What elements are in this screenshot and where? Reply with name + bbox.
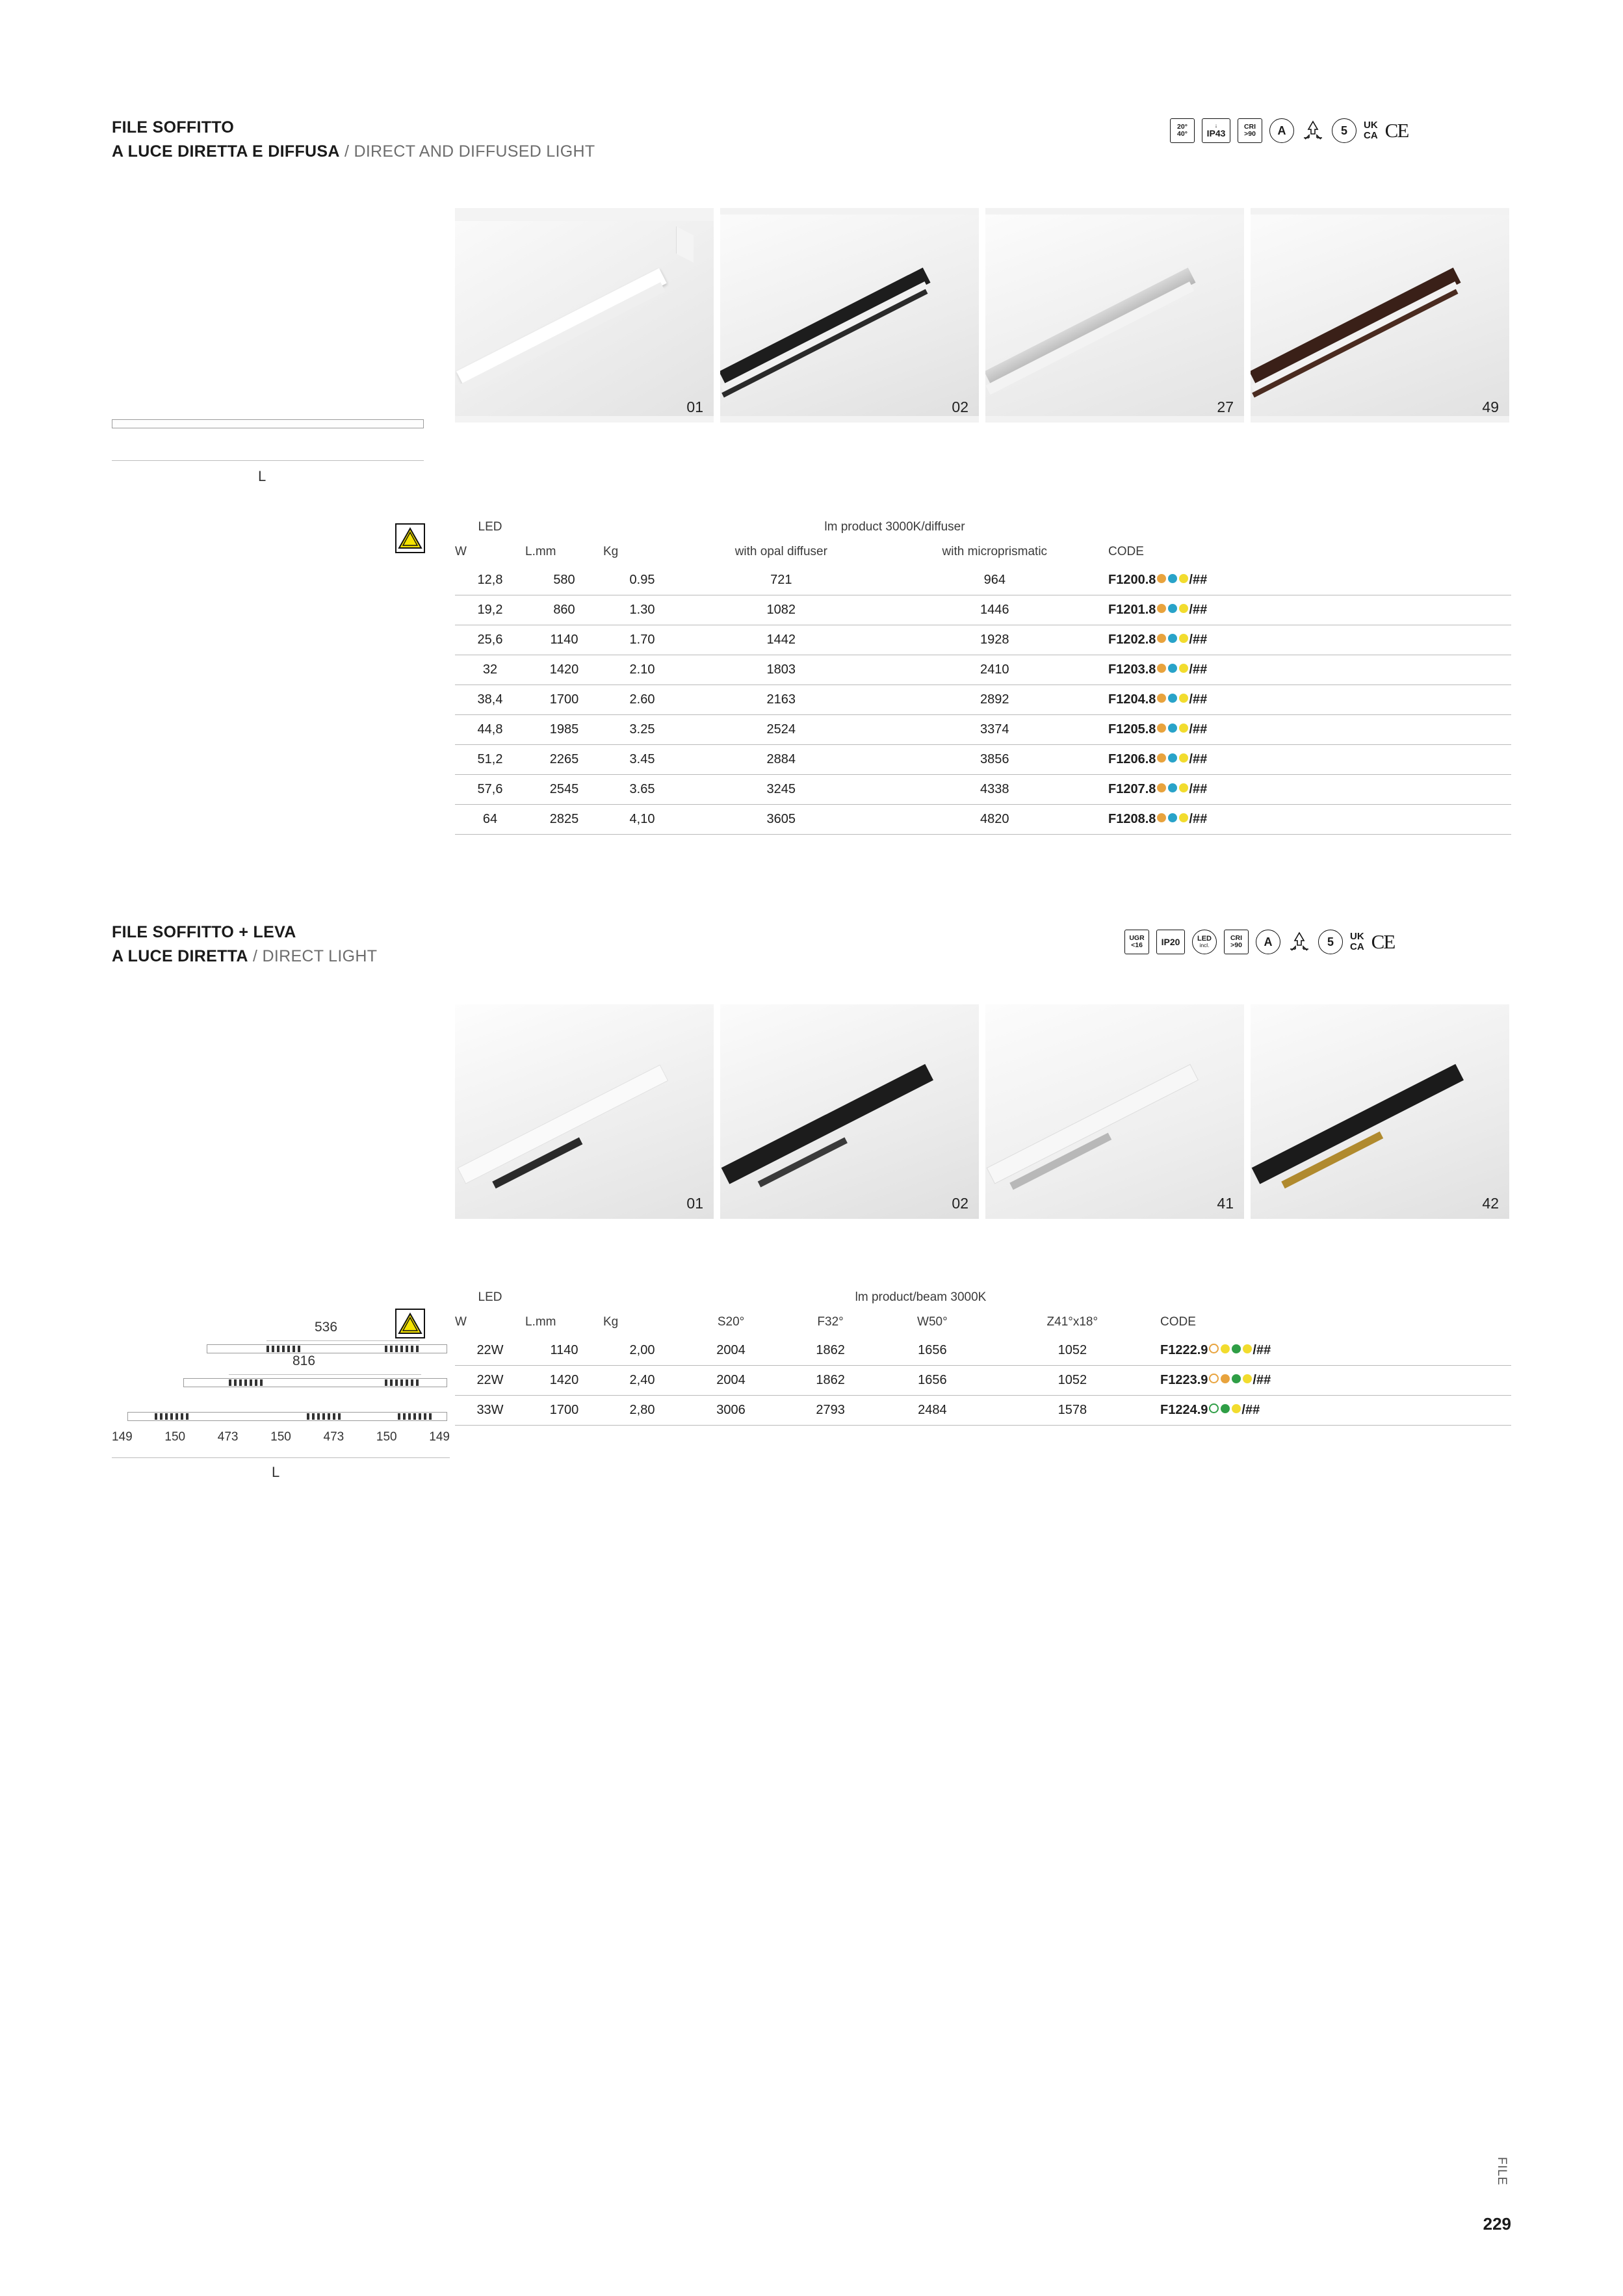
cell-opal: 1803 <box>681 655 881 685</box>
seg-7: 149 <box>429 1430 450 1444</box>
cell-lmm: 1420 <box>525 655 603 685</box>
cell-lmm: 1700 <box>525 685 603 715</box>
cell-w: 33W <box>455 1396 525 1426</box>
cell-s20: 2004 <box>681 1336 781 1366</box>
table-row[interactable] <box>455 1396 1511 1426</box>
seg-4: 150 <box>270 1430 291 1444</box>
table-subheader-row <box>455 1315 1511 1336</box>
table-row[interactable] <box>455 566 1511 595</box>
section-1-photo-strip <box>455 208 1509 423</box>
ukca-line1: UK <box>1350 931 1364 942</box>
code-text: F1205.8 <box>1108 722 1156 737</box>
section-2-title <box>112 923 377 966</box>
table-row[interactable] <box>455 745 1511 775</box>
cell-opal: 1082 <box>681 595 881 625</box>
led-header: LED <box>478 1290 502 1304</box>
cell-micro: 1446 <box>881 595 1108 625</box>
cell-code[interactable] <box>1108 685 1511 715</box>
section-1-drawing <box>112 403 424 507</box>
cell-micro: 3374 <box>881 715 1108 745</box>
dim-816: 816 <box>292 1353 316 1368</box>
photo-code-label: 27 <box>1217 398 1234 415</box>
beam-angle-bottom: 40° <box>1177 130 1188 138</box>
cri-bottom: >90 <box>1230 941 1242 949</box>
col-lmm: L.mm <box>525 1315 556 1329</box>
section-1-title <box>112 118 595 161</box>
warning-triangle-icon <box>395 1309 424 1337</box>
seg-1: 149 <box>112 1430 133 1444</box>
section-2-title-line2-bold: A LUCE DIRETTA <box>112 947 248 965</box>
cell-micro: 1928 <box>881 625 1108 655</box>
col-w: W <box>455 1315 467 1329</box>
led-cluster-3 <box>229 1379 263 1386</box>
cell-code[interactable] <box>1108 595 1511 625</box>
code-text: F1222.9 <box>1160 1343 1208 1357</box>
code-suffix: /## <box>1189 603 1208 617</box>
led-cluster-6 <box>307 1413 341 1420</box>
dimension-label-L: L <box>272 1464 280 1480</box>
table-row[interactable] <box>455 805 1511 835</box>
cell-micro: 3856 <box>881 745 1108 775</box>
cell-micro: 964 <box>881 566 1108 595</box>
code-suffix: /## <box>1189 662 1208 677</box>
led-cluster-2 <box>385 1346 419 1352</box>
cell-f32: 1862 <box>781 1366 880 1396</box>
cell-opal: 2884 <box>681 745 881 775</box>
photo-code-label: 02 <box>952 1195 968 1212</box>
code-text: F1208.8 <box>1108 812 1156 826</box>
cell-w50: 1656 <box>880 1336 985 1366</box>
dimension-line <box>112 460 424 461</box>
col-code: CODE <box>1108 545 1144 558</box>
ce-mark: CE <box>1371 930 1395 953</box>
ukca-line1: UK <box>1364 120 1378 131</box>
product-photo-41[interactable] <box>985 1004 1244 1219</box>
col-w: W <box>455 545 467 558</box>
cri-badge <box>1224 930 1249 954</box>
page-number: 229 <box>1483 2214 1511 2234</box>
cell-opal: 3245 <box>681 775 881 805</box>
code-text: F1203.8 <box>1108 662 1156 677</box>
product-photo-01[interactable] <box>455 208 714 423</box>
cell-lmm: 1140 <box>525 625 603 655</box>
table-row[interactable] <box>455 1366 1511 1396</box>
warning-triangle-icon <box>395 523 424 552</box>
cell-opal: 2524 <box>681 715 881 745</box>
code-suffix: /## <box>1189 722 1208 737</box>
cell-f32: 1862 <box>781 1336 880 1366</box>
section-1-title-line1: FILE SOFFITTO <box>112 118 235 137</box>
recycle-icon <box>1288 931 1311 953</box>
cell-micro: 4338 <box>881 775 1108 805</box>
cell-w: 64 <box>455 805 525 835</box>
product-photo-01[interactable] <box>455 1004 714 1219</box>
col-w50: W50° <box>917 1315 948 1329</box>
cell-lmm: 1700 <box>525 1396 603 1426</box>
section-1-title-line2-bold: A LUCE DIRETTA E DIFFUSA <box>112 142 340 161</box>
cell-s20: 2004 <box>681 1366 781 1396</box>
cell-w: 32 <box>455 655 525 685</box>
photo-code-label: 02 <box>952 398 968 415</box>
table-row[interactable] <box>455 595 1511 625</box>
code-text: F1201.8 <box>1108 603 1156 617</box>
table-subheader-row <box>455 545 1511 566</box>
ukca-line2: CA <box>1364 130 1378 141</box>
cell-z41: 1578 <box>985 1396 1160 1426</box>
profile-side-view <box>112 419 424 428</box>
class-a-badge: A <box>1269 118 1294 143</box>
ugr-top: UGR <box>1129 933 1145 942</box>
cell-w: 51,2 <box>455 745 525 775</box>
cell-lmm: 860 <box>525 595 603 625</box>
code-suffix: /## <box>1189 633 1208 647</box>
code-suffix: /## <box>1241 1403 1260 1417</box>
code-text: F1224.9 <box>1160 1403 1208 1417</box>
code-text: F1200.8 <box>1108 573 1156 587</box>
cell-kg: 1.70 <box>603 625 681 655</box>
ip20-label: IP20 <box>1161 936 1180 947</box>
cell-w: 25,6 <box>455 625 525 655</box>
product-photo-02[interactable] <box>720 208 979 423</box>
photo-code-label: 49 <box>1482 398 1499 415</box>
section-2-title-line2 <box>112 947 377 966</box>
cell-code[interactable] <box>1108 745 1511 775</box>
cell-kg: 2,80 <box>603 1396 681 1426</box>
segment-labels <box>112 1430 450 1444</box>
led-cluster-4 <box>385 1379 419 1386</box>
cell-w: 22W <box>455 1336 525 1366</box>
warranty-5-badge: 5 <box>1318 930 1343 954</box>
cri-bottom: >90 <box>1244 130 1256 138</box>
photo-code-label: 01 <box>686 398 703 415</box>
cell-lmm: 1985 <box>525 715 603 745</box>
cell-code[interactable] <box>1160 1336 1511 1366</box>
code-text: F1206.8 <box>1108 752 1156 766</box>
seg-2: 150 <box>164 1430 186 1444</box>
cell-lmm: 2545 <box>525 775 603 805</box>
cell-kg: 4,10 <box>603 805 681 835</box>
cell-kg: 3.25 <box>603 715 681 745</box>
col-f32: F32° <box>817 1315 844 1329</box>
section-2-photo-strip <box>455 1004 1509 1219</box>
led-cluster-7 <box>398 1413 432 1420</box>
ukca-mark <box>1350 932 1364 952</box>
table-row[interactable] <box>455 775 1511 805</box>
recycle-icon <box>1301 120 1325 142</box>
cell-code[interactable] <box>1108 566 1511 595</box>
code-suffix: /## <box>1189 692 1208 707</box>
code-suffix: /## <box>1189 782 1208 796</box>
cell-lmm: 580 <box>525 566 603 595</box>
dim-536: 536 <box>315 1320 338 1335</box>
led-cluster-1 <box>266 1346 300 1352</box>
led-header: LED <box>478 520 502 534</box>
section-1-badges <box>1170 118 1408 143</box>
cell-w: 12,8 <box>455 566 525 595</box>
cri-top: CRI <box>1230 933 1243 942</box>
col-code: CODE <box>1160 1315 1196 1329</box>
ugr-badge <box>1124 930 1149 954</box>
code-suffix: /## <box>1253 1373 1271 1387</box>
section-2-title-line1: FILE SOFFITTO + LEVA <box>112 923 296 941</box>
photo-code-label: 42 <box>1482 1195 1499 1212</box>
code-suffix: /## <box>1189 573 1208 587</box>
cell-kg: 0.95 <box>603 566 681 595</box>
table-row[interactable] <box>455 685 1511 715</box>
ip-arrow-icon: ↓ <box>1214 122 1218 129</box>
group-header-lm: lm product 3000K/diffuser <box>824 520 965 534</box>
led-badge-bottom: incl. <box>1199 942 1210 948</box>
warranty-5-badge: 5 <box>1332 118 1357 143</box>
cell-opal: 721 <box>681 566 881 595</box>
code-suffix: /## <box>1189 752 1208 766</box>
table-row[interactable] <box>455 655 1511 685</box>
cell-z41: 1052 <box>985 1366 1160 1396</box>
cell-code[interactable] <box>1108 715 1511 745</box>
cell-kg: 3.45 <box>603 745 681 775</box>
section-2-table <box>455 1290 1511 1426</box>
code-suffix: /## <box>1189 812 1208 826</box>
photo-code-label: 41 <box>1217 1195 1234 1212</box>
cell-opal: 1442 <box>681 625 881 655</box>
cell-code[interactable] <box>1108 625 1511 655</box>
product-photo-42[interactable] <box>1251 1004 1509 1219</box>
section-1-title-line2 <box>112 142 595 161</box>
cell-code[interactable] <box>1108 805 1511 835</box>
cell-w50: 1656 <box>880 1366 985 1396</box>
cell-w: 22W <box>455 1366 525 1396</box>
ugr-bottom: <16 <box>1131 941 1143 949</box>
code-suffix: /## <box>1253 1343 1271 1357</box>
table-row[interactable] <box>455 715 1511 745</box>
cell-w: 57,6 <box>455 775 525 805</box>
cell-lmm: 1420 <box>525 1366 603 1396</box>
code-text: F1207.8 <box>1108 782 1156 796</box>
col-micro: with microprismatic <box>942 545 1048 558</box>
cell-kg: 1.30 <box>603 595 681 625</box>
col-kg: Kg <box>603 1315 619 1329</box>
led-included-badge <box>1192 930 1217 954</box>
cell-kg: 3.65 <box>603 775 681 805</box>
ip43-badge <box>1202 118 1230 143</box>
dimension-label-L: L <box>258 468 266 484</box>
code-text: F1223.9 <box>1160 1373 1208 1387</box>
ip43-label: IP43 <box>1206 128 1226 138</box>
table-row[interactable] <box>455 1336 1511 1366</box>
class-a-badge: A <box>1256 930 1280 954</box>
table-group-header-row <box>455 520 1511 545</box>
cell-z41: 1052 <box>985 1336 1160 1366</box>
col-lmm: L.mm <box>525 545 556 558</box>
cell-w: 44,8 <box>455 715 525 745</box>
code-text: F1204.8 <box>1108 692 1156 707</box>
dim-line-536 <box>266 1340 420 1341</box>
cell-micro: 4820 <box>881 805 1108 835</box>
seg-3: 473 <box>217 1430 239 1444</box>
cell-s20: 3006 <box>681 1396 781 1426</box>
section-2-title-line2-light: / DIRECT LIGHT <box>253 947 378 965</box>
cell-kg: 2,00 <box>603 1336 681 1366</box>
ip20-badge <box>1156 930 1185 954</box>
cell-micro: 2410 <box>881 655 1108 685</box>
cell-kg: 2.10 <box>603 655 681 685</box>
led-cluster-5 <box>155 1413 188 1420</box>
cell-lmm: 2265 <box>525 745 603 775</box>
cell-w: 38,4 <box>455 685 525 715</box>
photo-code-label: 01 <box>686 1195 703 1212</box>
cell-lmm: 1140 <box>525 1336 603 1366</box>
section-1-title-line2-light: / DIRECT AND DIFFUSED LIGHT <box>344 142 595 161</box>
cell-opal: 3605 <box>681 805 881 835</box>
col-kg: Kg <box>603 545 619 558</box>
product-photo-02[interactable] <box>720 1004 979 1219</box>
cell-code[interactable] <box>1160 1366 1511 1396</box>
cell-code[interactable] <box>1160 1396 1511 1426</box>
cell-kg: 2,40 <box>603 1366 681 1396</box>
cell-opal: 2163 <box>681 685 881 715</box>
col-z41: Z41°x18° <box>1046 1315 1098 1329</box>
cell-f32: 2793 <box>781 1396 880 1426</box>
col-s20: S20° <box>717 1315 745 1329</box>
cri-top: CRI <box>1243 122 1256 131</box>
section-1-table <box>455 520 1511 835</box>
cell-kg: 2.60 <box>603 685 681 715</box>
cell-lmm: 2825 <box>525 805 603 835</box>
cell-w50: 2484 <box>880 1396 985 1426</box>
side-tab-label: FILE <box>1495 2156 1509 2185</box>
dimension-line-L <box>112 1457 450 1458</box>
seg-5: 473 <box>323 1430 344 1444</box>
cri-badge <box>1238 118 1262 143</box>
ukca-line2: CA <box>1350 941 1364 952</box>
table-group-header-row <box>455 1290 1511 1315</box>
product-photo-27[interactable] <box>985 208 1244 423</box>
group-header-lm: lm product/beam 3000K <box>855 1290 987 1304</box>
ukca-mark <box>1364 120 1378 141</box>
cell-micro: 2892 <box>881 685 1108 715</box>
seg-6: 150 <box>376 1430 397 1444</box>
code-text: F1202.8 <box>1108 633 1156 647</box>
product-photo-49[interactable] <box>1251 208 1509 423</box>
dim-line-816 <box>229 1374 421 1375</box>
beam-angle-badge <box>1170 118 1195 143</box>
cell-w: 19,2 <box>455 595 525 625</box>
section-2-badges <box>1124 930 1394 954</box>
ce-mark: CE <box>1384 119 1409 142</box>
led-badge-top: LED <box>1197 935 1212 943</box>
col-opal: with opal diffuser <box>734 545 827 558</box>
cell-code[interactable] <box>1108 775 1511 805</box>
beam-angle-top: 20° <box>1177 122 1188 131</box>
table-row[interactable] <box>455 625 1511 655</box>
cell-code[interactable] <box>1108 655 1511 685</box>
